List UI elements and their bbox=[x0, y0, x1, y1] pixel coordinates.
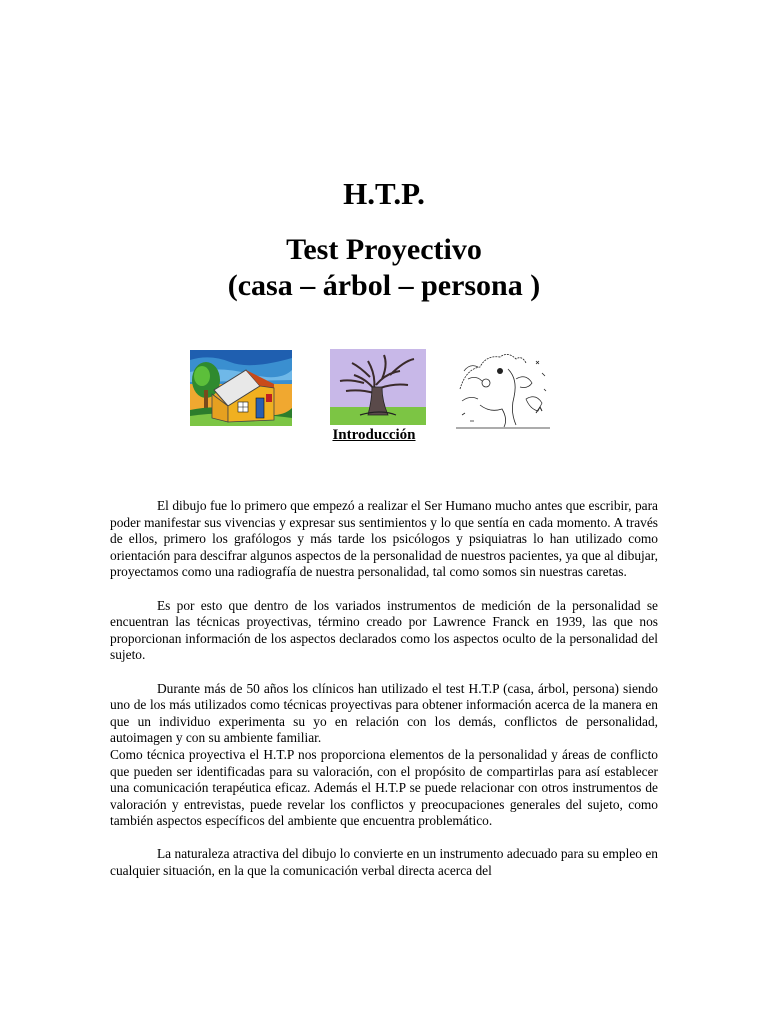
person-sketch-icon bbox=[456, 349, 550, 429]
document-subtitle bbox=[0, 232, 768, 304]
section-heading-introduccion: Introducción bbox=[332, 427, 416, 443]
paragraph: El dibujo fue lo primero que empezó a realizar el Ser Humano mucho antes que escribir, para poder manifestar sus vivencias y expresar sus sentimientos y lo que sentía en cada momento. A través de ellos, primero los grafólogos y más tarde los psicólogos y psiquiatras lo han utilizado como orientación para descifrar algunos aspectos de la personalidad de nuestros pacientes, ya que al dibujar, proyectamos como una radiografía de nuestra personalidad, tal como somos sin nuestras caretas. bbox=[110, 498, 658, 580]
subtitle-line-2: (casa – árbol – persona ) bbox=[227, 269, 541, 302]
tree-drawing-icon bbox=[330, 349, 426, 425]
paragraph: Durante más de 50 años los clínicos han utilizado el test H.T.P (casa, árbol, persona) siendo uno de los más utilizados como técnicas proyectivas para obtener información acerca de la manera en que un individuo experimenta su yo en relación con los demás, conflictos de personalidad, autoimagen y con su ambiente familiar. bbox=[110, 680, 658, 746]
subtitle-line-1: Test Proyectivo bbox=[286, 233, 482, 266]
paragraph: Es por esto que dentro de los variados instrumentos de medición de la personalidad se encuentran las técnicas proyectivas, término creado por Lawrence Franck en 1939, las que nos proporcionan información de los aspectos declarados como los aspectos oculto de la personalidad del sujeto. bbox=[110, 597, 658, 663]
body-text bbox=[110, 498, 658, 896]
house-drawing-icon bbox=[190, 350, 292, 426]
paragraph: Como técnica proyectiva el H.T.P nos proporciona elementos de la personalidad y áreas de conflicto que pueden ser identificadas para su valoración, con el propósito de compartirlas para así establecer una comunicación terapéutica eficaz. Además el H.T.P se puede relacionar con otros instrumentos de valoración y entrevistas, puede revelar los conflictos y preocupaciones generales del sujeto, como también aspectos específicos del ambiente que encuentra problemático. bbox=[110, 746, 658, 829]
paragraph: La naturaleza atractiva del dibujo lo convierte en un instrumento adecuado para su empleo en cualquier situación, en la que la comunicación verbal directa acerca del bbox=[110, 846, 658, 879]
document-title: H.T.P. bbox=[343, 176, 425, 211]
